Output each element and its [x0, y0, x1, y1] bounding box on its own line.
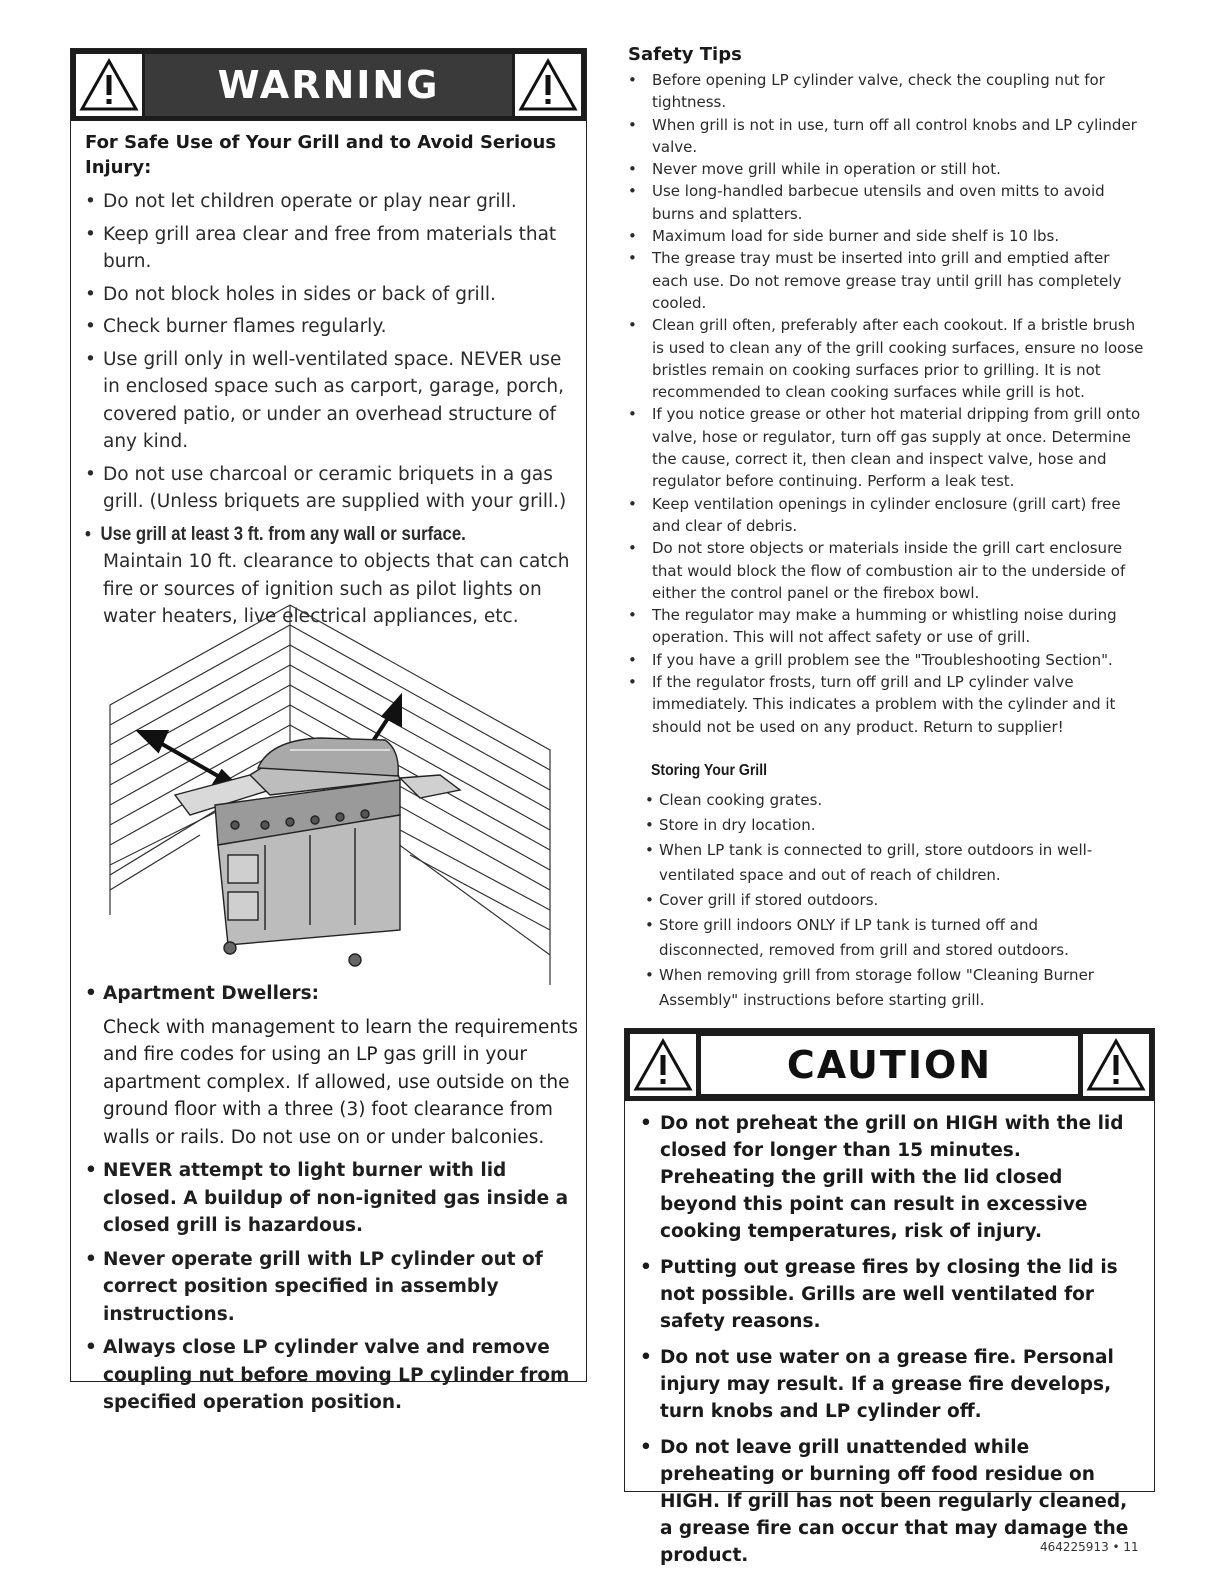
- list-item: • The grease tray must be inserted into grill and emptied after each use. Do not remove grease tray until grill has completely cooled.: [628, 249, 1122, 312]
- list-item: • Check burner flames regularly.: [85, 316, 387, 337]
- list-item: • NEVER attempt to light burner with lid closed. A buildup of non-ignited gas inside a closed grill is hazardous.: [85, 1160, 569, 1236]
- list-item: • Store grill indoors ONLY if LP tank is turned off and disconnected, removed from grill and stored outdoors.: [645, 916, 1069, 959]
- list-item: • When LP tank is connected to grill, store outdoors in well-ventilated space and out of reach of children.: [645, 841, 1093, 884]
- list-item: • When removing grill from storage follow "Cleaning Burner Assembly" instructions before starting grill.: [645, 966, 1094, 1009]
- list-item: • Do not leave grill unattended while preheating or burning off food residue on HIGH. If grill has not been regularly cleaned, a grease fire can occur that may damage the product.: [640, 1437, 1129, 1566]
- list-item: • The regulator may make a humming or whistling noise during operation. This will not affect safety or use of grill.: [628, 606, 1117, 647]
- list-item: • When grill is not in use, turn off all control knobs and LP cylinder valve.: [628, 115, 1137, 156]
- list-item: • Do not let children operate or play near grill.: [85, 191, 517, 212]
- list-item: • Use long-handled barbecue utensils and oven mitts to avoid burns and splatters.: [628, 182, 1105, 223]
- list-item: • If you notice grease or other hot material dripping from grill onto valve, hose or regulator, turn off gas supply at once. Determine the cause, correct it, then clean and inspect valve, hose and regulator before continuing. Perform a leak test.: [628, 405, 1141, 491]
- list-item: • Never move grill while in operation or still hot.: [628, 160, 1001, 179]
- clearance-heading: • Use grill at least 3 ft. from any wall or surface.: [85, 522, 466, 545]
- storing-list: [645, 788, 1135, 1013]
- list-item: • Putting out grease fires by closing the lid is not possible. Grills are well ventilated for safety reasons.: [640, 1257, 1118, 1332]
- list-item: • Store in dry location.: [645, 816, 816, 834]
- safety-tips-list: [628, 69, 1148, 738]
- grill-clearance-illustration: [100, 600, 560, 990]
- list-item: • Before opening LP cylinder valve, check the coupling nut for tightness.: [628, 71, 1105, 112]
- list-item: • Keep grill area clear and free from materials that burn.: [85, 223, 557, 272]
- safety-tips-heading: Safety Tips: [628, 44, 742, 65]
- list-item: • Use grill only in well-ventilated space. NEVER use in enclosed space such as carport, garage, porch, covered patio, or under an overhead structure of any kind.: [85, 348, 565, 452]
- caution-title: CAUTION: [786, 1043, 993, 1087]
- warning-triangle-icon: [630, 1034, 696, 1096]
- list-item: • Apartment Dwellers: Check with management to learn the requirements and fire codes for using an LP gas grill in your apartment complex. If allowed, use outside on the ground floor with a three (3) foot clearance from walls or rails. Do not use on or under balconies.: [85, 980, 580, 1151]
- apartment-text: Check with management to learn the requirements and fire codes for using an LP gas grill in your apartment complex. If allowed, use outside on the ground floor with a three (3) foot clearance from walls or rails. Do not use on or under balconies.: [103, 1016, 578, 1148]
- warning-banner: [71, 49, 586, 121]
- list-item: • Cover grill if stored outdoors.: [645, 891, 879, 909]
- list-item: • If the regulator frosts, turn off grill and LP cylinder valve immediately. This indicates a problem with the cylinder and it should not be used on any product. Return to supplier!: [628, 673, 1116, 736]
- list-item: • Do not preheat the grill on HIGH with the lid closed for longer than 15 minutes. Preheating the grill with the lid closed beyond this point can result in excessive cooking temperatures, risk of injury.: [640, 1113, 1124, 1242]
- list-item: • Keep ventilation openings in cylinder enclosure (grill cart) free and clear of debris.: [628, 494, 1121, 535]
- storing-heading: Storing Your Grill: [651, 762, 768, 779]
- list-item: • Do not store objects or materials inside the grill cart enclosure that would block the flow of combustion air to the underside of either the control panel or the firebox bowl.: [628, 539, 1126, 602]
- list-item: • Clean grill often, preferably after each cookout. If a bristle brush is used to clean any of the grill cooking surfaces, ensure no loose bristles remain on cooking surfaces prior to grilling. It is not recommended to clean cooking surfaces while grill is hot.: [628, 316, 1144, 402]
- list-item: • Always close LP cylinder valve and remove coupling nut before moving LP cylinder from specified operation position.: [85, 1337, 570, 1413]
- clearance-text: Maintain 10 ft. clearance to objects that can catch fire or sources of ignition such as pilot lights on water heaters, live electrical appliances, etc.: [103, 551, 570, 627]
- caution-banner: [625, 1029, 1154, 1101]
- warning-list: [85, 188, 580, 631]
- list-item: • Never operate grill with LP cylinder out of correct position specified in assembly instructions.: [85, 1248, 543, 1325]
- apartment-heading: Apartment Dwellers:: [103, 983, 320, 1004]
- warning-title: WARNING: [217, 63, 440, 107]
- list-item: • Maximum load for side burner and side shelf is 10 lbs.: [628, 227, 1060, 246]
- list-item: • Do not use water on a grease fire. Personal injury may result. If a grease fire develops, turn knobs and LP cylinder off.: [640, 1347, 1114, 1422]
- warning-triangle-icon: [76, 54, 142, 116]
- warning-triangle-icon: [1083, 1034, 1149, 1096]
- page-footer: 464225913 • 11: [1040, 1540, 1139, 1554]
- list-item: • Do not use charcoal or ceramic briquets in a gas grill. (Unless briquets are supplied with your grill.): [85, 463, 567, 512]
- list-item: • Do not block holes in sides or back of grill.: [85, 283, 496, 305]
- list-item: • If you have a grill problem see the "Troubleshooting Section".: [628, 650, 1113, 669]
- warning-list-lower: [85, 980, 580, 1423]
- list-item: • Clean cooking grates.: [645, 791, 823, 809]
- warning-triangle-icon: [515, 54, 581, 116]
- caution-list: [640, 1110, 1140, 1578]
- warning-heading: For Safe Use of Your Grill and to Avoid Serious Injury:: [85, 132, 557, 178]
